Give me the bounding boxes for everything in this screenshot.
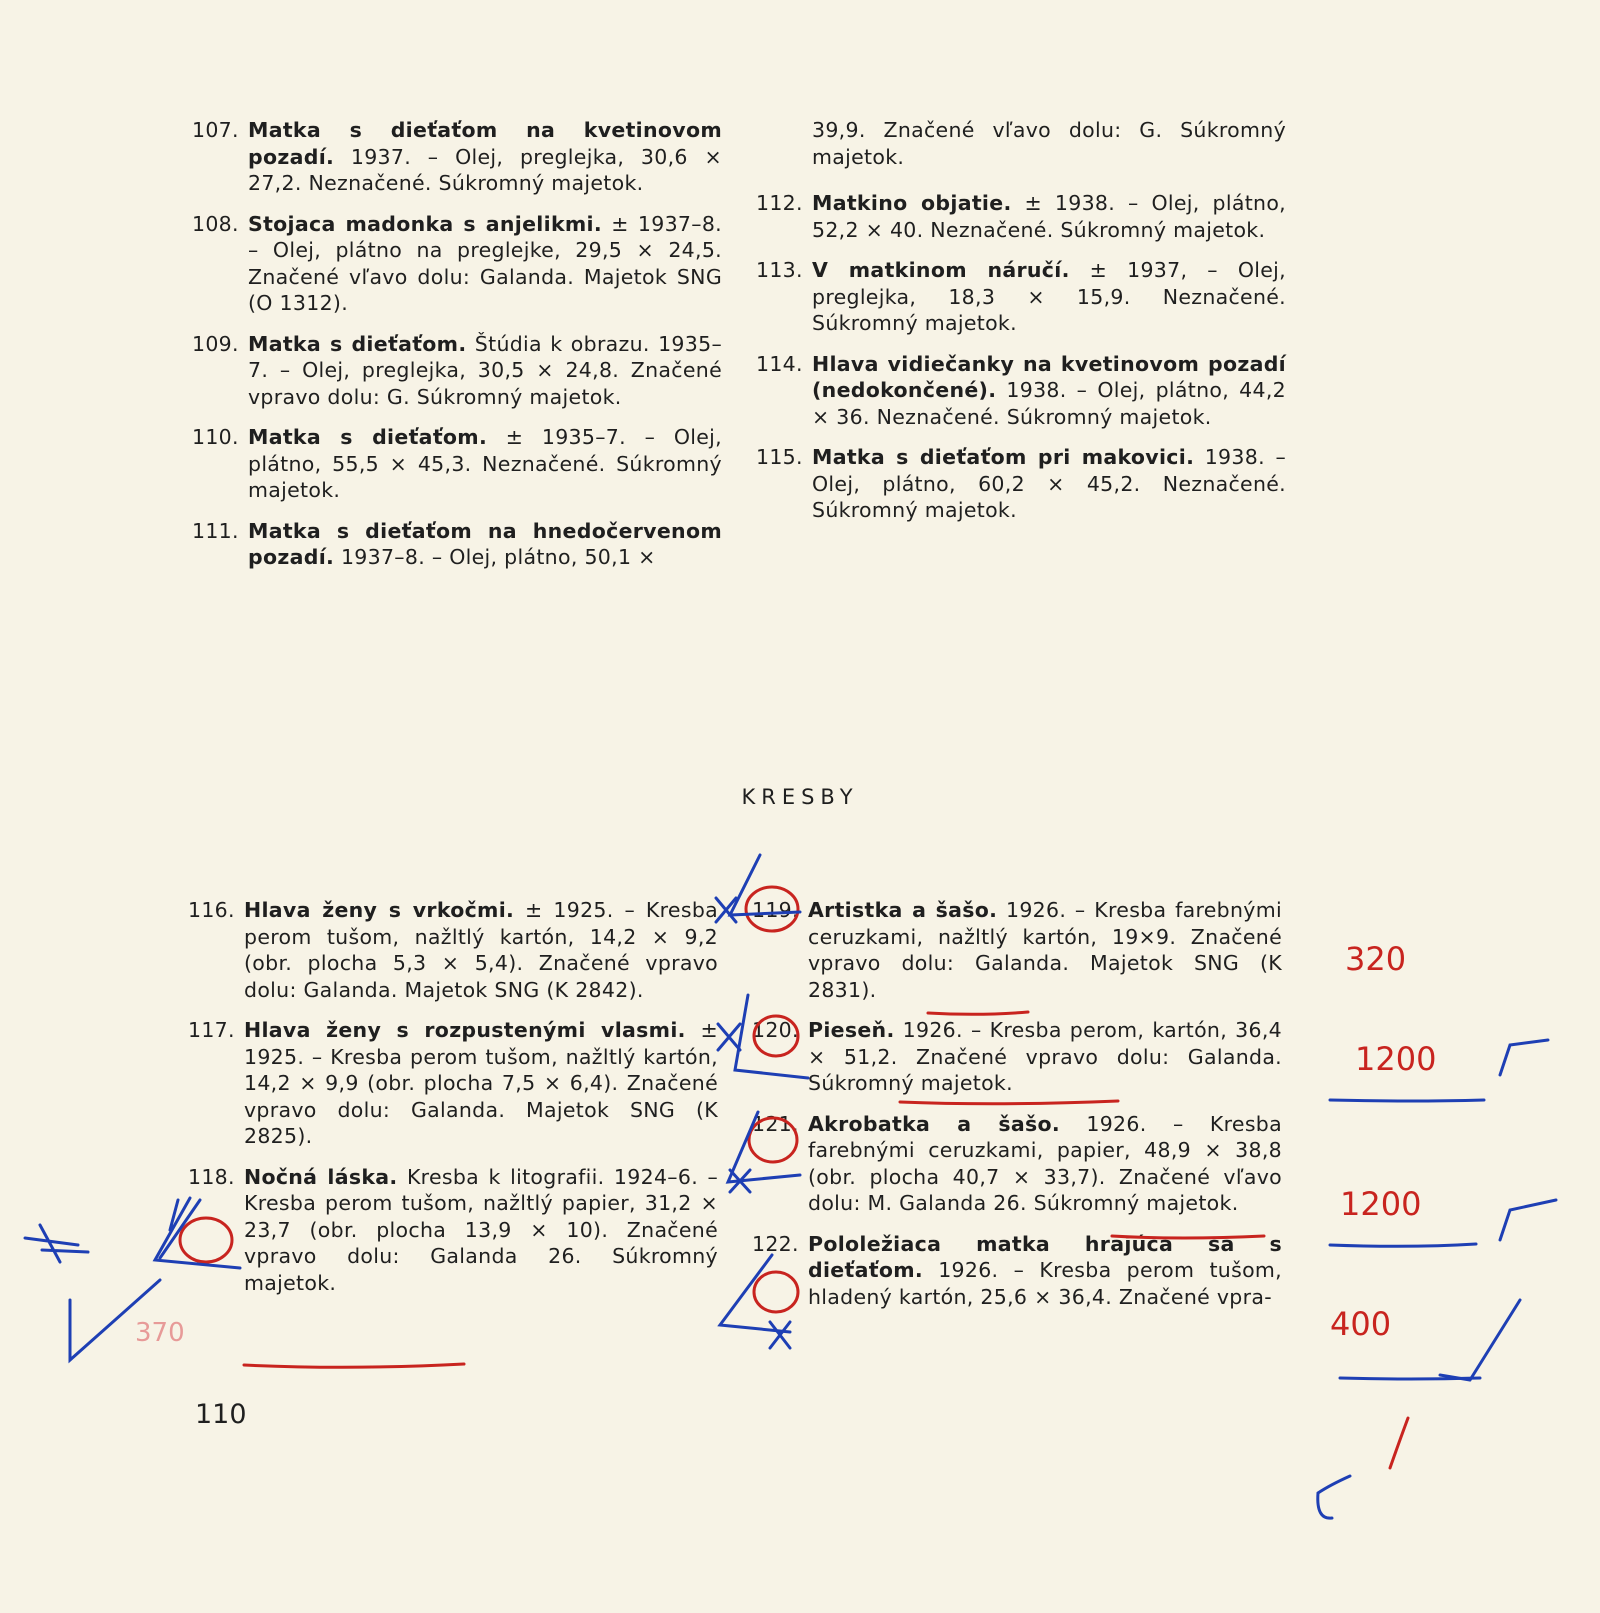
entry-122: [752, 1231, 1282, 1311]
entry-number: 117.: [188, 1018, 235, 1042]
entry-text: 1926. – Kresba farebnými ceruzkami, nažltlý kartón, 19×9. Značené vpravo dolu: Galanda. Majetok SNG (K 2831).: [808, 898, 1282, 1002]
entry-114: [756, 351, 1286, 431]
blue-x-122: [770, 1322, 790, 1348]
blue-line-1200b: [1330, 1244, 1476, 1246]
entry-title: Matka s dieťaťom pri makovici.: [812, 445, 1195, 469]
entry-text: ± 1937, – Olej, preglejka, 18,3 × 15,9. Neznačené. Súkromný majetok.: [812, 258, 1286, 335]
entry-title: Matka s dieťaťom na hnedočervenom pozadí.: [248, 518, 722, 569]
entry-title: Pololežiaca matka hrajúca sa s dieťaťom.: [808, 1231, 1282, 1282]
entry-title: Matka s dieťaťom.: [248, 425, 488, 449]
handwritten-note-1200-b: 1200: [1340, 1185, 1422, 1223]
entry-text: 1926. – Kresba perom tušom, hladený kartón, 25,6 × 36,4. Značené vpra-: [808, 1258, 1282, 1309]
entry-112: [756, 190, 1286, 243]
entry-text: ± 1938. – Olej, plátno, 52,2 × 40. Neznačené. Súkromný majetok.: [812, 191, 1286, 242]
entry-119: [752, 897, 1282, 1003]
entry-text: 1938. – Olej, plátno, 60,2 × 45,2. Neznačené. Súkromný majetok.: [812, 445, 1286, 522]
entry-title: Matka s dieťaťom.: [248, 331, 467, 356]
entry-117: [188, 1017, 718, 1150]
blue-line-1200a: [1330, 1100, 1484, 1101]
entry-110: [192, 424, 722, 504]
left-top-column: [192, 117, 722, 585]
entry-text: 1926. – Kresba farebnými ceruzkami, papier, 48,9 × 38,8 (obr. plocha 40,7 × 33,7). Značené vľavo dolu: M. Galanda 26. Súkromný majetok.: [808, 1111, 1282, 1215]
entry-number: 108.: [192, 211, 239, 236]
entry-number: 120.: [752, 1018, 799, 1042]
entry-number: 112.: [756, 191, 803, 215]
entry-text: Kresba k litografii. 1924–6. – Kresba perom tušom, nažltlý papier, 31,2 × 23,7 (obr. plocha 13,9 × 10). Značené vpravo dolu: Galanda 26. Súkromný majetok.: [244, 1164, 718, 1295]
entry-number: 118.: [188, 1164, 235, 1189]
red-underline-118: [244, 1364, 464, 1367]
entry-title: Artistka a šašo.: [808, 898, 998, 922]
entry-111: [192, 518, 722, 571]
entry-title: V matkinom náručí.: [812, 258, 1070, 282]
blue-line-400: [1340, 1378, 1480, 1379]
blue-check-400: [1440, 1300, 1520, 1380]
entry-text: 1937–8. – Olej, plátno, 50,1 ×: [334, 545, 656, 569]
entry-111-continuation: 39,9. Značené vľavo dolu: G. Súkromný majetok.: [812, 118, 1286, 169]
entry-118: [188, 1164, 718, 1297]
blue-check-320: [1500, 1040, 1548, 1075]
blue-check-1200a: [1500, 1200, 1556, 1240]
entry-text: ± 1925. – Kresba perom tušom, nažltlý kartón, 14,2 × 9,2 (obr. plocha 5,3 × 5,4). Značené vpravo dolu: Galanda. Majetok SNG (K 2842).: [244, 898, 718, 1002]
entry-number: 113.: [756, 258, 803, 282]
entry-number: 109.: [192, 331, 239, 356]
entry-title: Nočná láska.: [244, 1164, 398, 1189]
blue-mark-bottom: [1318, 1476, 1350, 1518]
entry-title: Matkino objatie.: [812, 191, 1012, 215]
handwritten-note-320: 320: [1345, 940, 1407, 978]
entry-number: 122.: [752, 1231, 799, 1256]
entry-number: 110.: [192, 425, 239, 449]
entry-109: [192, 331, 722, 411]
right-bottom-column: [752, 897, 1282, 1324]
entry-text: ± 1925. – Kresba perom tušom, nažltlý kartón, 14,2 × 9,9 (obr. plocha 7,5 × 6,4). Značené vpravo dolu: Galanda. Majetok SNG (K 2825).: [244, 1018, 719, 1148]
entry-107: [192, 117, 722, 197]
red-stroke-bottom: [1390, 1418, 1408, 1468]
entry-title: Hlava vidiečanky na kvetinovom pozadí (nedokončené).: [812, 351, 1286, 402]
entry-113: [756, 257, 1286, 337]
blue-x-121: [730, 1170, 750, 1192]
entry-text: 1938. – Olej, plátno, 44,2 × 36. Neznačené. Súkromný majetok.: [812, 378, 1286, 429]
left-bottom-column: [188, 897, 718, 1310]
entry-116: [188, 897, 718, 1003]
handwritten-note-370: 370: [135, 1318, 185, 1348]
blue-cross-left: [25, 1225, 88, 1262]
entry-number: 121.: [752, 1111, 799, 1136]
entry-text: ± 1937–8. – Olej, plátno na preglejke, 29,5 × 24,5. Značené vľavo dolu: Galanda. Majetok SNG (O 1312).: [248, 211, 722, 315]
entry-number: 116.: [188, 898, 235, 922]
handwritten-note-1200-a: 1200: [1355, 1040, 1437, 1078]
blue-x-120: [718, 1024, 740, 1050]
section-title: KRESBY: [741, 785, 859, 809]
entry-text: ± 1935–7. – Olej, plátno, 55,5 × 45,3. Neznačené. Súkromný majetok.: [248, 425, 722, 502]
entry-number: 115.: [756, 445, 803, 469]
entry-number: 114.: [756, 351, 803, 376]
entry-number: 111.: [192, 518, 239, 543]
entry-115: [756, 444, 1286, 524]
entry-title: Hlava ženy s vrkočmi.: [244, 898, 515, 922]
entry-text: 1937. – Olej, preglejka, 30,6 × 27,2. Neznačené. Súkromný majetok.: [248, 144, 722, 195]
entry-title: Matka s dieťaťom na kvetinovom pozadí.: [248, 118, 722, 169]
entry-number: 107.: [192, 118, 239, 142]
entry-title: Pieseň.: [808, 1018, 895, 1042]
entry-text: 1926. – Kresba perom, kartón, 36,4 × 51,2. Značené vpravo dolu: Galanda. Súkromný majetok.: [808, 1018, 1282, 1095]
handwritten-note-400: 400: [1330, 1305, 1392, 1343]
blue-x-119: [716, 898, 736, 922]
entry-108: [192, 211, 722, 317]
page-number: 110: [195, 1399, 247, 1430]
entry-title: Hlava ženy s rozpustenými vlasmi.: [244, 1018, 686, 1042]
entry-title: Akrobatka a šašo.: [808, 1111, 1060, 1136]
entry-121: [752, 1111, 1282, 1217]
entry-120: [752, 1017, 1282, 1097]
entry-text: Štúdia k obrazu. 1935–7. – Olej, preglejka, 30,5 × 24,8. Značené vpravo dolu: G. Súkromný majetok.: [248, 331, 722, 409]
entry-title: Stojaca madonka s anjelikmi.: [248, 211, 602, 236]
entry-number: 119.: [752, 898, 799, 922]
right-top-column: [756, 117, 1286, 538]
